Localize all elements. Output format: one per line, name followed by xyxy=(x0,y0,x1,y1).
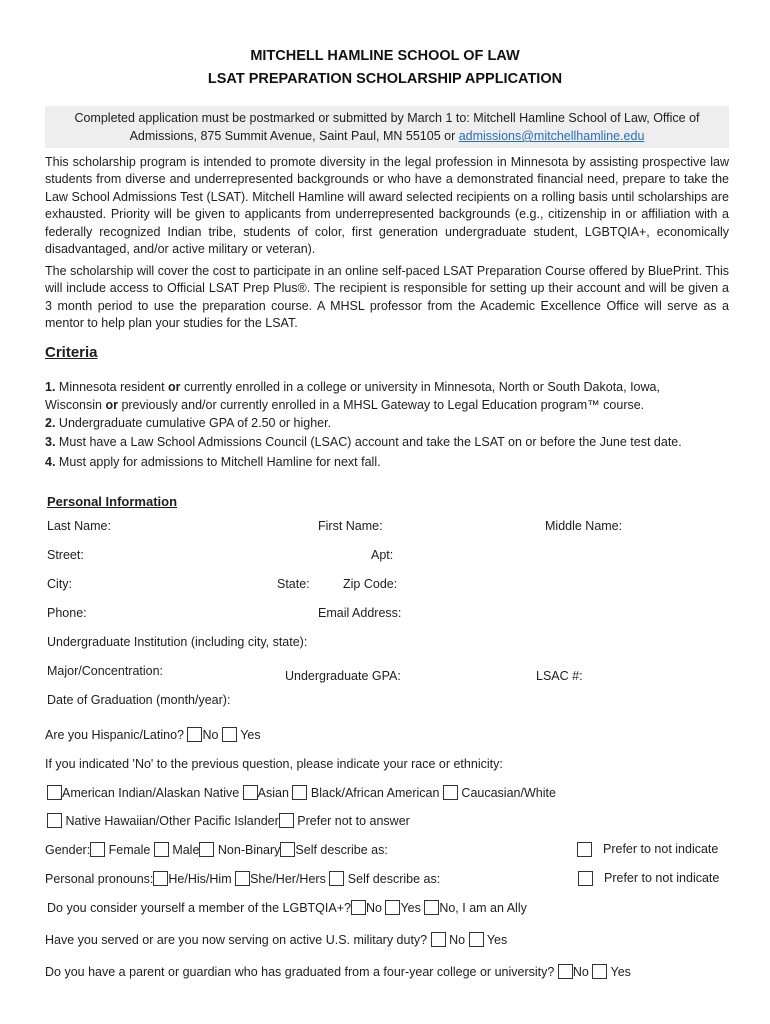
criteria-item-1: 1. Minnesota resident or currently enrolled in a college or university in Minnesota, North or South Dakota, Iowa, Wisconsin or previously and/or currently enrolled in a MHSL Gateway to Legal Education program™ course. xyxy=(45,380,660,412)
race-row-2: Native Hawaiian/Other Pacific Islander Prefer not to answer xyxy=(47,813,410,828)
major-label: Major/Concentration: xyxy=(47,664,164,678)
criteria-item-4: 4. Must apply for admissions to Mitchell Hamline for next fall. xyxy=(45,455,381,469)
lgbtq-question: Do you consider yourself a member of the LGBTQIA+? No Yes No, I am an Ally xyxy=(47,901,527,915)
notice-line-1: Completed application must be postmarked or submitted by March 1 to: Mitchell Hamline School of Law, Office of xyxy=(74,111,700,125)
city-label: City: xyxy=(47,577,72,591)
zip-code-label: Zip Code: xyxy=(343,577,398,591)
race-row-1: American Indian/Alaskan Native Asian Black/African American Caucasian/White xyxy=(47,785,556,800)
institution-label: Undergraduate Institution (including city, state): xyxy=(47,635,308,649)
graduation-label: Date of Graduation (month/year): xyxy=(47,693,231,707)
criteria-item-2: 2. Undergraduate cumulative GPA of 2.50 or higher. xyxy=(45,416,332,430)
email-label: Email Address: xyxy=(318,606,402,620)
hispanic-question: Are you Hispanic/Latino? No Yes xyxy=(45,728,261,742)
hispanic-no-checkbox[interactable] xyxy=(187,727,202,742)
parent-yes-checkbox[interactable] xyxy=(592,964,607,979)
pronouns-row: Personal pronouns: He/His/Him She/Her/Hers Self describe as: xyxy=(45,872,441,886)
personal-info-heading: Personal Information xyxy=(47,494,178,509)
school-name: MITCHELL HAMLINE SCHOOL OF LAW xyxy=(250,48,520,64)
notice-line-2: Admissions, 875 Summit Avenue, Saint Paul, MN 55105 or admissions@mitchellhamline.edu xyxy=(129,129,645,143)
asian-checkbox[interactable] xyxy=(243,785,258,800)
pronoun-prefer-label: Prefer to not indicate xyxy=(604,871,720,885)
hawaiian-checkbox[interactable] xyxy=(47,813,62,828)
military-yes-checkbox[interactable] xyxy=(469,932,484,947)
intro-paragraph-1: This scholarship program is intended to promote diversity in the legal profession in Minnesota by assisting prospective law students from diverse and underrepresented backgrounds or who have a demonstrated financial need, prepare to take the Law School Admissions Test (LSAT). Mitchell Hamline will award selected recipients on a rolling basis until scholarships are exhausted. Priority will be given to applicants from underrepresented backgrounds (e.g., citizenship in or affiliation with a federally recognized Indian tribe, students of color, first generation undergraduate student, LGBTQIA+, economically disadvantaged, and/or active military or veteran). xyxy=(45,155,729,257)
gender-prefer-checkbox[interactable] xyxy=(577,842,592,857)
lsac-label: LSAC #: xyxy=(536,669,583,683)
phone-label: Phone: xyxy=(47,606,87,620)
american-indian-checkbox[interactable] xyxy=(47,785,62,800)
gender-nonbinary-checkbox[interactable] xyxy=(199,842,214,857)
gender-row: Gender: Female Male Non-Binary Self describe as: xyxy=(45,843,388,857)
gender-male-checkbox[interactable] xyxy=(154,842,169,857)
lgbtq-yes-checkbox[interactable] xyxy=(385,900,400,915)
gender-female-checkbox[interactable] xyxy=(90,842,105,857)
military-no-checkbox[interactable] xyxy=(431,932,446,947)
state-label: State: xyxy=(277,577,310,591)
race-prompt: If you indicated 'No' to the previous question, please indicate your race or ethnicity: xyxy=(45,757,503,771)
white-checkbox[interactable] xyxy=(443,785,458,800)
military-question: Have you served or are you now serving on active U.S. military duty? No Yes xyxy=(45,933,508,947)
pronoun-she-checkbox[interactable] xyxy=(235,871,250,886)
black-checkbox[interactable] xyxy=(292,785,307,800)
last-name-label: Last Name: xyxy=(47,519,111,533)
gender-self-describe-checkbox[interactable] xyxy=(280,842,295,857)
lgbtq-ally-checkbox[interactable] xyxy=(424,900,439,915)
apt-label: Apt: xyxy=(371,548,394,562)
parent-no-checkbox[interactable] xyxy=(558,964,573,979)
lgbtq-no-checkbox[interactable] xyxy=(351,900,366,915)
middle-name-label: Middle Name: xyxy=(545,519,623,533)
intro-paragraph-2: The scholarship will cover the cost to participate in an online self-paced LSAT Preparation Course offered by BluePrint. This will include access to Official LSAT Prep Plus®. The recipient is responsible for setting up their account and will be given a 3 month period to use the preparation course. A MHSL professor from the Academic Excellence Office will serve as a mentor to help plan your studies for the LSAT. xyxy=(45,264,729,331)
criteria-heading: Criteria xyxy=(45,344,98,361)
gender-prefer-label: Prefer to not indicate xyxy=(603,842,719,856)
gpa-label: Undergraduate GPA: xyxy=(285,669,401,683)
form-title: LSAT PREPARATION SCHOLARSHIP APPLICATION xyxy=(207,71,563,87)
submission-notice xyxy=(45,106,729,148)
first-name-label: First Name: xyxy=(318,519,383,533)
hispanic-yes-checkbox[interactable] xyxy=(222,727,237,742)
parent-education-question: Do you have a parent or guardian who has graduated from a four-year college or university? No Yes xyxy=(45,965,631,979)
street-label: Street: xyxy=(47,548,84,562)
pronoun-self-describe-checkbox[interactable] xyxy=(329,871,344,886)
criteria-item-3: 3. Must have a Law School Admissions Council (LSAC) account and take the LSAT on or before the June test date. xyxy=(45,435,682,449)
race-prefer-not-checkbox[interactable] xyxy=(279,813,294,828)
pronoun-prefer-checkbox[interactable] xyxy=(578,871,593,886)
admissions-email-link[interactable]: admissions@mitchellhamline.edu xyxy=(458,129,645,143)
pronoun-he-checkbox[interactable] xyxy=(153,871,168,886)
